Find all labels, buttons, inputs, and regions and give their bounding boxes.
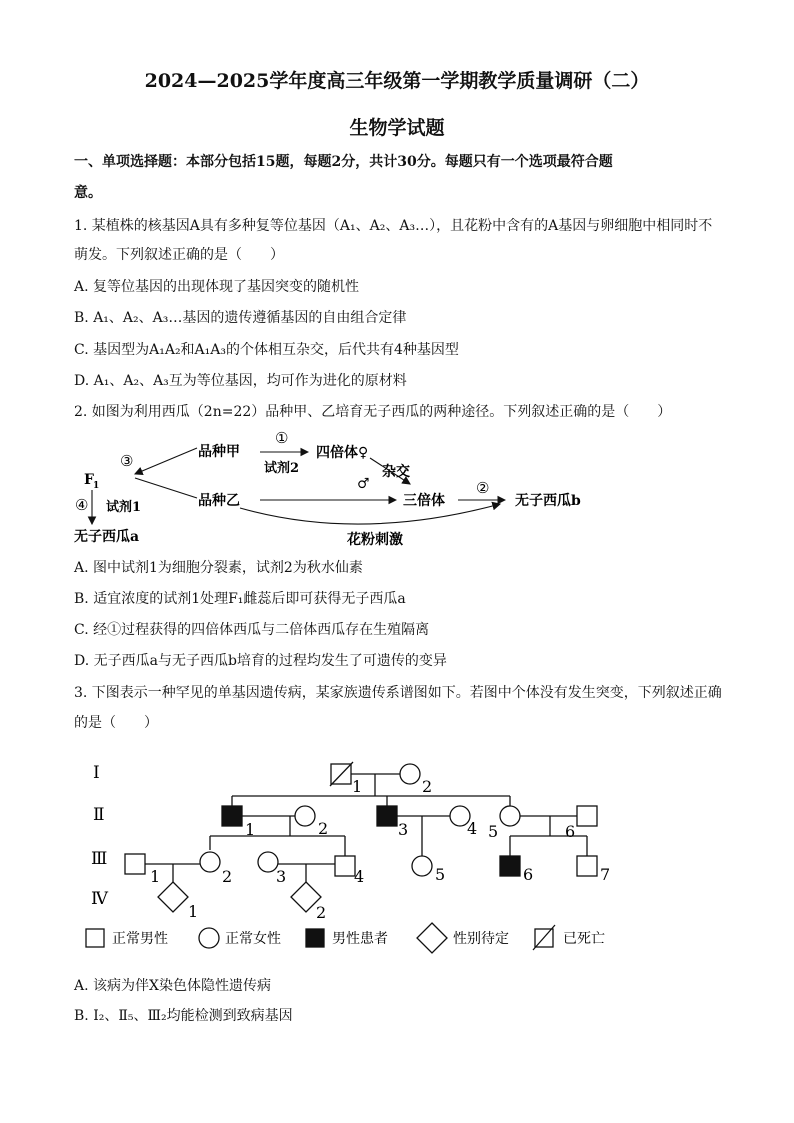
III4-normal-male [335, 856, 355, 876]
III5-normal-female [412, 856, 432, 876]
II3-affected-male [377, 806, 397, 826]
label-seedless-b: 无子西瓜b [515, 493, 581, 509]
num-II2: 2 [318, 819, 329, 838]
num-II3: 3 [398, 820, 409, 839]
legend-normal-female-label: 正常女性 [225, 931, 281, 947]
q1-option-b: B. A₁、A₂、A₃…基因的遗传遵循基因的自由组合定律 [74, 310, 407, 326]
num-III5: 5 [435, 865, 446, 884]
legend-affected-male-icon [306, 929, 324, 947]
III3-normal-female [258, 852, 278, 872]
q2-option-b: B. 适宜浓度的试剂1处理F₁雌蕊后即可获得无子西瓜a [74, 591, 406, 607]
num-III3: 3 [276, 867, 287, 886]
num-II5: 5 [488, 822, 499, 841]
breeding-diagram [60, 424, 620, 552]
legend-affected-male-label: 男性患者 [332, 931, 388, 947]
q1-option-d: D. A₁、A₂、A₃互为等位基因，均可作为进化的原材料 [74, 373, 407, 389]
num-III6: 6 [523, 865, 534, 884]
I2-normal-female [400, 764, 420, 784]
num-I2: 2 [422, 777, 433, 796]
generation-label-I: Ⅰ [93, 763, 100, 783]
IV1-undetermined-sex [158, 882, 188, 912]
num-IV2: 2 [316, 903, 327, 922]
label-f1: F [84, 472, 94, 488]
III1-normal-male [125, 854, 145, 874]
generation-label-II: Ⅱ [93, 805, 105, 825]
generation-label-IV: Ⅳ [91, 889, 108, 909]
label-step-2: ② [476, 479, 490, 497]
q3-stem-line1: 3. 下图表示一种罕见的单基因遗传病，某家族遗传系谱图如下。若图中个体没有发生突变，下列叙述正确 [74, 685, 722, 701]
label-step-1: ① [275, 429, 289, 447]
q2-stem: 2. 如图为利用西瓜（2n=22）品种甲、乙培育无子西瓜的两种途径。下列叙述正确的是（ ） [74, 404, 672, 420]
q3-option-a: A. 该病为伴X染色体隐性遗传病 [74, 978, 271, 994]
label-f1-subscript: 1 [93, 481, 100, 491]
arrow-b-to-f1 [135, 478, 197, 498]
label-triploid: 三倍体 [403, 493, 445, 509]
num-IV1: 1 [188, 902, 199, 921]
II1-affected-male [222, 806, 242, 826]
exam-title: 2024—2025学年度高三年级第一学期教学质量调研（二） [144, 70, 650, 92]
q3-option-b: B. Ⅰ₂、Ⅱ₅、Ⅲ₂均能检测到致病基因 [74, 1008, 293, 1024]
label-reagent-2: 试剂2 [264, 461, 300, 476]
num-III7: 7 [600, 865, 611, 884]
legend-undetermined-icon [417, 923, 447, 953]
num-I1: 1 [352, 777, 363, 796]
I1-deceased-slash [330, 762, 353, 786]
section-heading-line1: 一、单项选择题：本部分包括15题，每题2分，共计30分。每题只有一个选项最符合题 [74, 154, 613, 170]
arrow-a-to-f1 [135, 448, 197, 474]
exam-subtitle: 生物学试题 [349, 117, 445, 139]
generation-label-III: Ⅲ [91, 849, 108, 869]
legend-normal-female-icon [199, 928, 219, 948]
q1-option-c: C. 基因型为A₁A₂和A₁A₃的个体相互杂交，后代共有4种基因型 [74, 342, 459, 358]
II5-normal-female [500, 806, 520, 826]
q1-option-a: A. 复等位基因的出现体现了基因突变的随机性 [74, 279, 360, 295]
label-reagent-1: 试剂1 [106, 500, 142, 515]
III6-affected-male [500, 856, 520, 876]
label-step-4: ④ [75, 496, 89, 514]
q1-stem-line2: 萌发。下列叙述正确的是（ ） [74, 247, 284, 263]
num-II4: 4 [467, 819, 478, 838]
label-variety-b: 品种乙 [198, 493, 240, 509]
legend-deceased-label: 已死亡 [563, 931, 605, 947]
legend-normal-male-icon [86, 929, 104, 947]
num-III4: 4 [354, 867, 365, 886]
num-III2: 2 [222, 867, 233, 886]
II2-normal-female [295, 806, 315, 826]
legend-normal-male-label: 正常男性 [112, 931, 168, 947]
q2-option-a: A. 图中试剂1为细胞分裂素，试剂2为秋水仙素 [74, 560, 363, 576]
label-variety-a: 品种甲 [198, 444, 240, 460]
II6-normal-male [577, 806, 597, 826]
label-male: ♂ [357, 476, 370, 492]
section-heading-line2: 意。 [74, 185, 102, 201]
num-II6: 6 [565, 822, 576, 841]
arrow-pollen-stimulation [240, 504, 500, 524]
III7-normal-male [577, 856, 597, 876]
label-step-3: ③ [120, 452, 134, 470]
q2-option-d: D. 无子西瓜a与无子西瓜b培育的过程均发生了可遗传的变异 [74, 653, 447, 669]
label-tetraploid: 四倍体♀ [316, 445, 369, 461]
label-seedless-a: 无子西瓜a [74, 529, 140, 545]
III2-normal-female [200, 852, 220, 872]
legend-undetermined-label: 性别待定 [453, 931, 509, 947]
label-pollen-stimulation: 花粉刺激 [347, 532, 403, 548]
pedigree-chart [80, 752, 680, 957]
q3-stem-line2: 的是（ ） [74, 715, 158, 731]
num-II1: 1 [245, 820, 256, 839]
q2-option-c: C. 经①过程获得的四倍体西瓜与二倍体西瓜存在生殖隔离 [74, 622, 430, 638]
label-cross: 杂交 [382, 464, 410, 480]
q1-stem-line1: 1. 某植株的核基因A具有多种复等位基因（A₁、A₂、A₃…），且花粉中含有的A基因与卵细胞中相同时不 [74, 218, 713, 234]
num-III1: 1 [150, 867, 161, 886]
